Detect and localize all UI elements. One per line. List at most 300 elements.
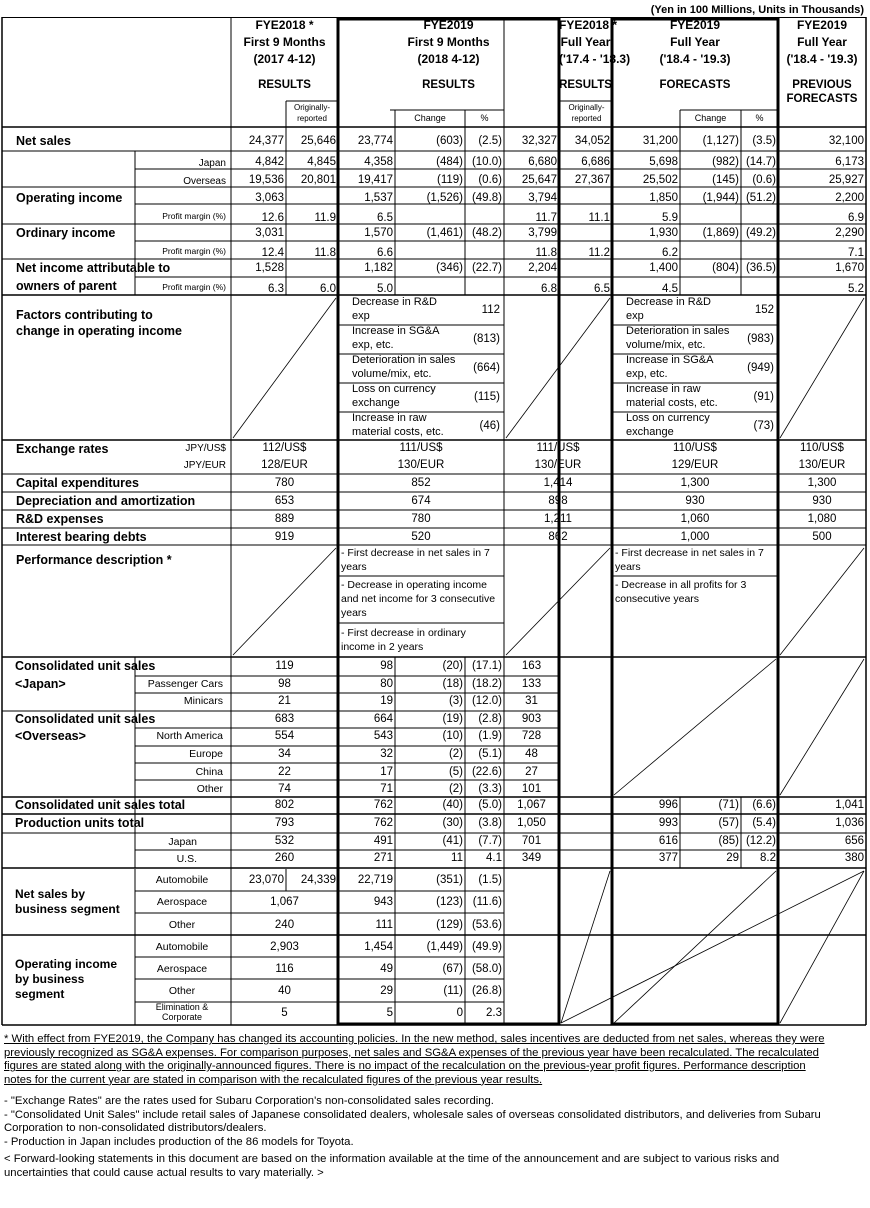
value-cell: 993 <box>658 817 678 829</box>
exchange-value: 110/US$ <box>800 442 844 454</box>
row-sublabel: Profit margin (%) <box>162 282 226 292</box>
value-cell: 6.9 <box>848 212 864 224</box>
row-label: Consolidated unit sales total <box>15 798 186 812</box>
value-cell: (603) <box>436 135 463 147</box>
value-cell: 1,454 <box>364 941 393 953</box>
value-cell: (67) <box>442 963 463 975</box>
column-header: ('17.4 - '18.3) <box>559 52 631 66</box>
value-cell: 119 <box>275 660 294 672</box>
grid-line <box>561 871 610 1023</box>
footnote: - "Exchange Rates" are the rates used for Subaru Corporation's non-consolidated sales recording. <box>4 1095 494 1107</box>
value-cell: 31,200 <box>642 135 678 147</box>
value-cell: (85) <box>718 834 739 847</box>
value-cell: 240 <box>274 918 295 931</box>
value-cell: (20) <box>442 660 463 672</box>
value-cell: (49.9) <box>471 941 502 953</box>
value-cell: (5.4) <box>752 817 776 829</box>
value-cell: 1,211 <box>544 513 572 525</box>
column-header: RESULTS <box>559 79 612 91</box>
value-cell: 21 <box>278 695 291 708</box>
column-header: Full Year <box>797 35 847 49</box>
factor-value: (46) <box>479 420 500 432</box>
value-cell: 780 <box>411 513 431 525</box>
value-cell: (12.2) <box>745 834 776 847</box>
value-cell: 271 <box>373 852 393 864</box>
value-cell: 6,680 <box>528 156 557 168</box>
value-cell: 5.2 <box>848 283 864 295</box>
value-cell: 111 <box>375 918 393 931</box>
value-cell: 98 <box>380 660 393 672</box>
value-cell: 2,290 <box>835 227 864 239</box>
value-cell: (53.6) <box>471 918 502 931</box>
exchange-value: 130/EUR <box>798 459 846 471</box>
value-cell: 3,794 <box>528 192 557 204</box>
perf-text: and net income for 3 consecutive <box>341 593 496 605</box>
change-header: Change <box>694 113 727 123</box>
value-cell: 1,400 <box>649 262 678 274</box>
factor-text: exp <box>352 310 370 322</box>
value-cell: 996 <box>658 799 678 811</box>
row-label: <Japan> <box>15 676 66 691</box>
exchange-sub: JPY/EUR <box>183 460 226 471</box>
value-cell: 0 <box>456 1007 463 1019</box>
value-cell: 260 <box>274 852 295 864</box>
value-cell: (5.0) <box>478 799 502 811</box>
value-cell: 6.8 <box>541 283 557 295</box>
value-cell: (17.1) <box>471 660 502 672</box>
value-cell: (71) <box>718 799 739 811</box>
value-cell: 34 <box>278 748 291 760</box>
segment-label: segment <box>15 987 65 1001</box>
value-cell: 683 <box>274 712 295 725</box>
value-cell: (1.5) <box>478 874 502 886</box>
value-cell: 1,036 <box>835 817 864 829</box>
value-cell: (57) <box>718 817 739 829</box>
row-sublabel: Japan <box>168 835 197 848</box>
value-cell: 3,799 <box>528 227 557 239</box>
value-cell: 2,200 <box>835 192 864 204</box>
row-label: Ordinary income <box>16 226 116 240</box>
value-cell: 19 <box>380 695 393 708</box>
exchange-value: 130/EUR <box>397 459 445 471</box>
value-cell: 5 <box>386 1007 393 1019</box>
row-label: Interest bearing debts <box>16 530 147 544</box>
column-header: ('18.4 - '19.3) <box>659 52 731 66</box>
perf-text: - First decrease in ordinary <box>341 627 466 639</box>
value-cell: (10) <box>442 730 463 743</box>
grid-line <box>561 871 864 1023</box>
value-cell: (10.0) <box>471 156 502 168</box>
value-cell: (123) <box>436 896 463 909</box>
factor-text: volume/mix, etc. <box>626 339 706 351</box>
value-cell: 31 <box>525 695 538 708</box>
value-cell: 1,850 <box>649 192 678 204</box>
grid-line <box>614 659 776 795</box>
value-cell: 74 <box>278 783 291 796</box>
factor-text: Loss on currency <box>352 383 436 395</box>
pct-header: % <box>480 113 489 123</box>
value-cell: 6.5 <box>377 212 393 224</box>
value-cell: 728 <box>521 730 542 743</box>
grid-line <box>233 548 336 655</box>
exchange-value: 111/US$ <box>536 442 580 454</box>
factor-text: volume/mix, etc. <box>352 368 432 380</box>
value-cell: (1,449) <box>426 941 463 953</box>
column-header: ('18.4 - '19.3) <box>786 52 858 66</box>
value-cell: 22,719 <box>357 874 393 886</box>
value-cell: 780 <box>274 477 295 489</box>
value-cell: (5.1) <box>478 748 502 760</box>
value-cell: 889 <box>274 513 295 525</box>
value-cell: 1,080 <box>807 513 837 525</box>
value-cell: 1,067 <box>270 896 299 909</box>
value-cell: 32,100 <box>828 135 864 147</box>
value-cell: 1,570 <box>364 227 393 239</box>
exchange-value: 112/US$ <box>262 442 307 454</box>
value-cell: (1,944) <box>702 192 739 204</box>
value-cell: 554 <box>274 730 295 743</box>
column-header: RESULTS <box>422 79 475 91</box>
orig-header: reported <box>571 114 602 123</box>
factor-value: (664) <box>473 362 500 374</box>
value-cell: (30) <box>442 817 463 829</box>
value-cell: 27 <box>525 765 538 778</box>
value-cell: 17 <box>380 765 393 778</box>
value-cell: 6.6 <box>377 247 393 259</box>
factor-text: Decrease in R&D <box>352 296 437 308</box>
column-header: (2018 4-12) <box>417 52 480 66</box>
perf-text: years <box>615 561 641 573</box>
value-cell: (484) <box>436 156 463 168</box>
footnote: - Production in Japan includes production of the 86 models for Toyota. <box>4 1136 354 1148</box>
column-header: FORECASTS <box>786 93 858 105</box>
value-cell: (11) <box>443 985 463 997</box>
value-cell: 4,842 <box>255 156 284 168</box>
value-cell: 1,182 <box>364 262 393 274</box>
value-cell: (1,461) <box>426 227 463 239</box>
row-label: Depreciation and amortization <box>16 494 196 508</box>
row-label: Operating income <box>16 191 123 205</box>
row-sublabel: Europe <box>189 748 223 760</box>
row-sublabel: Overseas <box>183 176 226 187</box>
value-cell: (18.2) <box>471 677 502 690</box>
value-cell: 1,930 <box>649 227 678 239</box>
grid-line <box>780 298 864 438</box>
segment-label: Operating income <box>15 957 118 971</box>
factor-value: (813) <box>473 333 500 345</box>
value-cell: (119) <box>437 174 463 186</box>
value-cell: 11.9 <box>314 212 336 224</box>
perf-text: - Decrease in operating income <box>341 579 487 591</box>
factor-text: exchange <box>352 397 400 409</box>
row-label: owners of parent <box>16 279 117 293</box>
perf-label: Performance description * <box>16 553 172 567</box>
segment-name: Automobile <box>155 941 209 953</box>
factor-text: exp, etc. <box>352 339 394 351</box>
value-cell: (58.0) <box>471 963 502 975</box>
value-cell: 25,502 <box>642 174 678 186</box>
value-cell: 930 <box>812 495 832 507</box>
value-cell: 32,327 <box>521 135 557 147</box>
factor-text: exchange <box>626 426 674 438</box>
pct-header: % <box>755 113 764 123</box>
value-cell: 1,000 <box>680 531 710 543</box>
factor-text: Decrease in R&D <box>626 296 711 308</box>
value-cell: 656 <box>844 834 864 847</box>
perf-text: years <box>341 561 367 573</box>
factor-value: (73) <box>753 420 774 432</box>
value-cell: 1,528 <box>255 262 284 274</box>
factor-text: Increase in raw <box>352 412 427 424</box>
value-cell: 377 <box>658 852 678 864</box>
value-cell: 349 <box>521 852 542 864</box>
value-cell: 930 <box>685 495 705 507</box>
row-label: Consolidated unit sales <box>15 659 156 673</box>
value-cell: (11.6) <box>472 896 502 909</box>
value-cell: (2) <box>448 748 463 760</box>
value-cell: 12.6 <box>261 212 284 224</box>
value-cell: 29 <box>726 852 739 864</box>
value-cell: 24,339 <box>300 874 336 886</box>
value-cell: 6.0 <box>320 283 336 295</box>
segment-name: Aerospace <box>156 896 208 909</box>
value-cell: (18) <box>442 677 463 690</box>
value-cell: 98 <box>278 677 291 690</box>
value-cell: 29 <box>380 985 393 997</box>
column-header: FORECASTS <box>659 79 731 91</box>
change-header: Change <box>414 113 446 123</box>
factor-text: exp <box>626 310 644 322</box>
value-cell: 22 <box>278 765 291 778</box>
value-cell: 25,927 <box>828 174 864 186</box>
value-cell: 2.3 <box>486 1007 502 1019</box>
value-cell: 116 <box>275 963 294 975</box>
value-cell: 25,647 <box>521 174 557 186</box>
factor-text: Deterioration in sales <box>626 325 730 337</box>
value-cell: 3,031 <box>255 227 284 239</box>
value-cell: 520 <box>411 531 431 543</box>
value-cell: (41) <box>442 834 463 847</box>
value-cell: 19,417 <box>357 174 393 186</box>
footnote: - "Consolidated Unit Sales" include retail sales of Japanese consolidated dealers, wholesale sales of overseas consolidated distributors, and deliveries from Subaru <box>4 1109 821 1121</box>
value-cell: 4.5 <box>662 283 678 295</box>
exchange-value: 111/US$ <box>399 442 443 454</box>
value-cell: (22.7) <box>471 262 502 274</box>
row-sublabel: Japan <box>198 158 226 169</box>
factor-text: Increase in raw <box>626 383 701 395</box>
value-cell: 11.7 <box>535 212 557 224</box>
footnote: notes for the current year are stated in comparison with the recalculated figures of the previous year results. <box>4 1073 543 1086</box>
value-cell: 380 <box>844 852 864 864</box>
factors-label: Factors contributing to <box>16 308 153 322</box>
column-header: (2017 4-12) <box>253 52 316 66</box>
value-cell: (5) <box>448 765 463 778</box>
row-sublabel: Profit margin (%) <box>162 211 226 221</box>
value-cell: 34,052 <box>574 135 610 147</box>
value-cell: (22.6) <box>471 765 502 778</box>
value-cell: 12.4 <box>261 247 284 259</box>
value-cell: 532 <box>274 834 295 847</box>
column-header: FYE2018 * <box>559 18 618 32</box>
value-cell: 71 <box>380 783 393 796</box>
value-cell: 1,050 <box>517 817 546 829</box>
row-sublabel: China <box>195 765 223 778</box>
value-cell: 2,204 <box>528 262 557 274</box>
exchange-value: 129/EUR <box>671 459 719 471</box>
value-cell: 5,698 <box>649 156 678 168</box>
column-header: FYE2019 <box>796 18 848 32</box>
perf-text: - First decrease in net sales in 7 <box>615 547 764 559</box>
segment-name: Elimination & Corporate <box>155 1002 209 1022</box>
value-cell: (804) <box>712 262 739 274</box>
factor-value: (983) <box>747 333 774 345</box>
perf-text: - First decrease in net sales in 7 <box>341 547 490 559</box>
column-header: Full Year <box>560 35 611 49</box>
factor-value: 152 <box>754 304 774 316</box>
value-cell: 898 <box>548 495 568 507</box>
row-label: Production units total <box>15 816 145 830</box>
value-cell: 6.5 <box>594 283 610 295</box>
value-cell: 4.1 <box>486 852 502 864</box>
value-cell: 5.0 <box>377 283 393 295</box>
row-label: R&D expenses <box>16 512 104 526</box>
unit-note: (Yen in 100 Millions, Units in Thousands) <box>650 4 864 16</box>
value-cell: (982) <box>712 156 739 168</box>
row-sublabel: Other <box>196 783 223 796</box>
exchange-label: Exchange rates <box>16 442 109 456</box>
column-header: RESULTS <box>258 79 311 91</box>
grid-line <box>780 659 864 795</box>
value-cell: 3,063 <box>255 192 284 204</box>
perf-text: consecutive years <box>615 593 700 605</box>
row-sublabel: U.S. <box>176 853 197 865</box>
value-cell: 491 <box>373 834 393 847</box>
row-label: <Overseas> <box>15 729 86 744</box>
value-cell: (145) <box>712 174 739 186</box>
value-cell: (48.2) <box>471 227 502 239</box>
value-cell: 163 <box>521 660 542 672</box>
value-cell: 1,300 <box>807 477 837 489</box>
factor-text: Deterioration in sales <box>352 354 456 366</box>
value-cell: 802 <box>274 799 295 811</box>
value-cell: 32 <box>380 748 393 760</box>
value-cell: 852 <box>411 477 431 489</box>
value-cell: (14.7) <box>745 156 776 168</box>
factor-text: material costs, etc. <box>626 397 718 409</box>
row-label: Net income attributable to <box>16 261 171 275</box>
segment-label: by business <box>15 972 85 986</box>
value-cell: 701 <box>521 834 542 847</box>
value-cell: 25,646 <box>300 135 336 147</box>
value-cell: (0.6) <box>752 174 776 186</box>
row-sublabel: Minicars <box>183 695 223 708</box>
value-cell: (2.5) <box>478 135 502 147</box>
value-cell: (6.6) <box>752 799 776 811</box>
perf-text: years <box>341 607 367 619</box>
footnote: figures are stated along with the originally-announced figures. There is no impact of the recalculation on the previous-year profit figures. Performance description <box>4 1060 806 1073</box>
value-cell: 20,801 <box>300 174 336 186</box>
value-cell: 4,845 <box>307 156 336 168</box>
row-sublabel: Passenger Cars <box>147 677 223 690</box>
exchange-value: 128/EUR <box>261 459 308 471</box>
value-cell: (40) <box>442 799 463 811</box>
factors-label: change in operating income <box>16 324 182 338</box>
factor-value: 112 <box>481 304 500 316</box>
column-header: PREVIOUS <box>792 79 852 91</box>
value-cell: 1,060 <box>680 513 710 525</box>
value-cell: (3.8) <box>478 817 502 829</box>
segment-label: Net sales by <box>15 887 86 901</box>
value-cell: 919 <box>274 531 295 543</box>
value-cell: (0.6) <box>478 174 502 186</box>
column-header: First 9 Months <box>243 35 326 49</box>
factor-text: Loss on currency <box>626 412 710 424</box>
factor-value: (949) <box>747 362 774 374</box>
value-cell: 5 <box>281 1007 288 1019</box>
value-cell: (51.2) <box>745 192 776 204</box>
value-cell: (3.3) <box>478 783 502 796</box>
value-cell: (1,127) <box>702 135 739 147</box>
value-cell: 40 <box>278 985 291 997</box>
value-cell: 6.3 <box>268 283 284 295</box>
value-cell: 4,358 <box>364 156 393 168</box>
value-cell: (26.8) <box>471 985 502 997</box>
value-cell: 11.2 <box>588 247 610 259</box>
value-cell: 19,536 <box>248 174 284 186</box>
column-header: Full Year <box>670 35 720 49</box>
value-cell: (129) <box>436 918 463 931</box>
factor-value: (91) <box>753 391 774 403</box>
value-cell: 1,300 <box>680 477 710 489</box>
factor-value: (115) <box>474 391 500 403</box>
value-cell: (2) <box>448 783 463 796</box>
value-cell: 101 <box>521 783 542 796</box>
factor-text: Increase in SG&A <box>626 354 714 366</box>
grid-line <box>780 548 864 655</box>
value-cell: 943 <box>373 896 393 909</box>
column-header: First 9 Months <box>407 35 490 49</box>
value-cell: 1,670 <box>835 262 864 274</box>
segment-name: Aerospace <box>156 963 208 975</box>
row-label: Net sales <box>16 134 71 148</box>
value-cell: 11.1 <box>588 212 610 224</box>
value-cell: 8.2 <box>760 852 776 864</box>
value-cell: (7.7) <box>478 834 502 847</box>
value-cell: 24,377 <box>248 135 284 147</box>
value-cell: 762 <box>373 817 393 829</box>
value-cell: 1,414 <box>543 477 573 489</box>
grid-line <box>780 871 864 1023</box>
value-cell: 11.8 <box>535 247 557 259</box>
value-cell: 616 <box>658 834 678 847</box>
footnote: * With effect from FYE2019, the Company has changed its accounting policies. In the new method, sales incentives are deducted from net sales, whereas they were <box>4 1033 825 1045</box>
orig-header: reported <box>297 114 327 123</box>
value-cell: 543 <box>373 730 393 743</box>
grid-line <box>233 298 336 438</box>
row-label: Consolidated unit sales <box>15 711 156 726</box>
value-cell: (1,526) <box>426 192 463 204</box>
factor-text: material costs, etc. <box>352 426 444 438</box>
value-cell: 5.9 <box>662 212 678 224</box>
exchange-value: 110/US$ <box>673 442 717 454</box>
value-cell: (36.5) <box>745 262 776 274</box>
value-cell: (1.9) <box>478 730 502 743</box>
value-cell: 500 <box>812 531 832 543</box>
orig-header: Originally- <box>293 103 330 112</box>
value-cell: 6.2 <box>662 247 678 259</box>
value-cell: 6,686 <box>581 156 610 168</box>
value-cell: 6,173 <box>835 156 864 168</box>
